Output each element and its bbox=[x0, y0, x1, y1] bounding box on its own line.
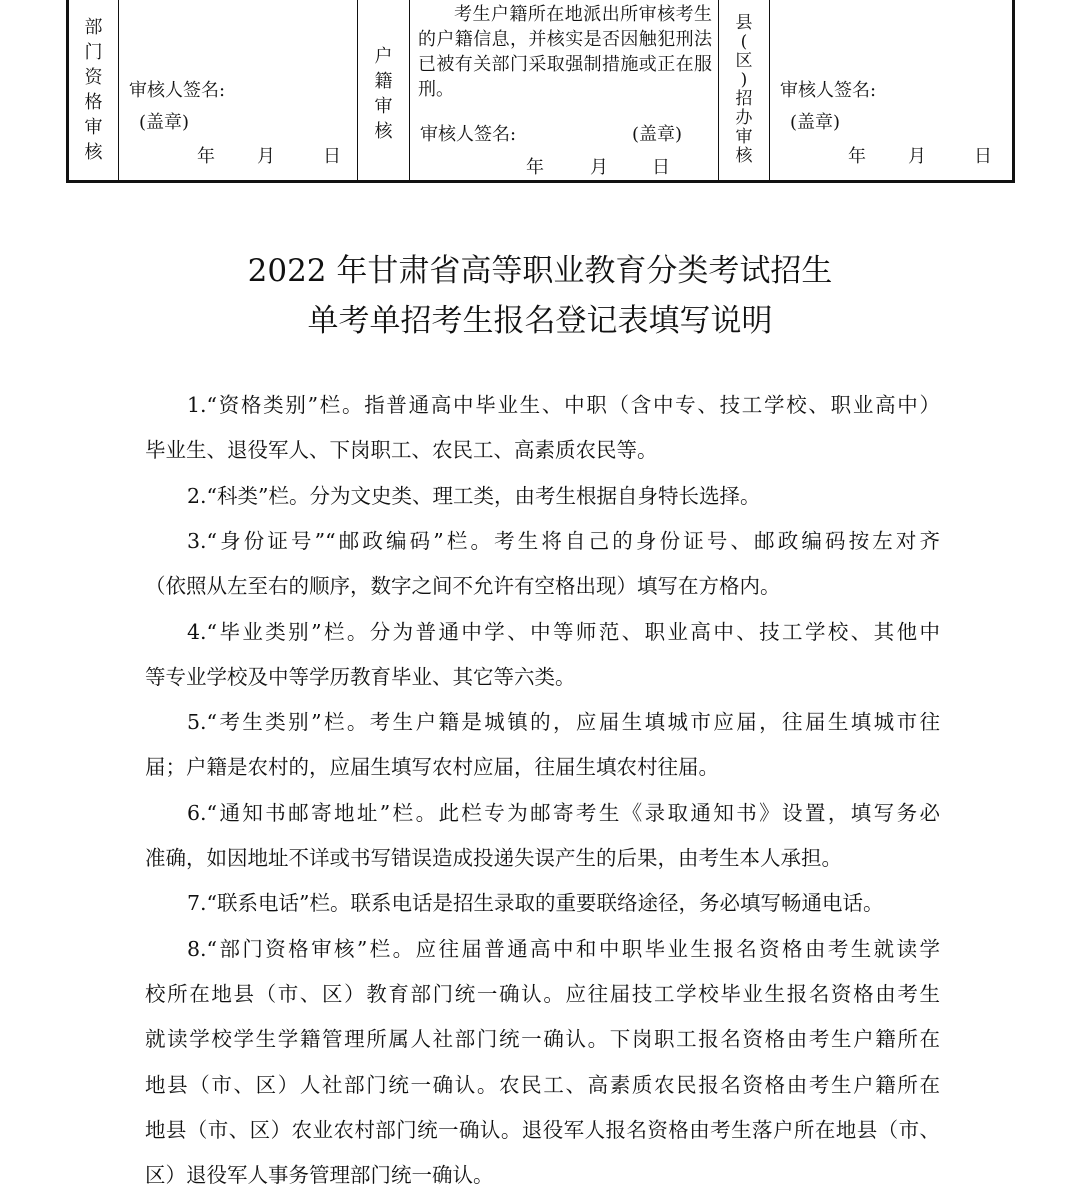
paragraph-line: 1.“资格类别”栏。指普通高中毕业生、中职（含中专、技工学校、职业高中） bbox=[187, 393, 940, 417]
label-char: 资 bbox=[84, 67, 103, 88]
label-char: 核 bbox=[735, 146, 753, 166]
label-char: 核 bbox=[374, 121, 393, 142]
paragraph-line: 就读学校学生学籍管理所属人社部门统一确认。下岗职工报名资格由考生户籍所在 bbox=[145, 1027, 940, 1052]
signer-label: 审核人签名: bbox=[780, 80, 877, 101]
seal-label: (盖章) bbox=[790, 112, 841, 133]
paragraph-line: 2.“科类”栏。分为文史类、理工类，由考生根据自身特长选择。 bbox=[187, 483, 761, 508]
paragraph-line: 5.“考生类别”栏。考生户籍是城镇的，应届生填城市应届，往届生填城市往 bbox=[187, 710, 940, 735]
label-char: 部 bbox=[84, 17, 103, 38]
dept-review-label bbox=[69, 0, 119, 180]
paragraph-line: 毕业生、退役军人、下岗职工、农民工、高素质农民等。 bbox=[145, 438, 658, 463]
label-char: 籍 bbox=[374, 71, 393, 92]
month-label: 月 bbox=[908, 146, 926, 167]
label-char: 审 bbox=[374, 96, 393, 117]
county-review-cell bbox=[770, 0, 1012, 180]
paragraph-line: 地县（市、区）人社部门统一确认。农民工、高素质农民报名资格由考生户籍所在 bbox=[145, 1072, 940, 1097]
day-label: 日 bbox=[652, 157, 670, 178]
paragraph-line: （依照从左至右的顺序，数字之间不允许有空格出现）填写在方格内。 bbox=[145, 574, 781, 599]
label-char: 县 bbox=[735, 13, 753, 33]
seal-label: (盖章) bbox=[139, 112, 190, 133]
label-char: 审 bbox=[735, 127, 753, 147]
label-char: 招 bbox=[735, 89, 753, 109]
page-title-line-2: 单考单招考生报名登记表填写说明 bbox=[307, 303, 773, 339]
paragraph-line: 届；户籍是农村的，应届生填写农村应届，往届生填农村往届。 bbox=[145, 755, 719, 780]
day-label: 日 bbox=[323, 146, 341, 167]
paragraph-line: 7.“联系电话”栏。联系电话是招生录取的重要联络途径，务必填写畅通电话。 bbox=[187, 891, 884, 916]
paragraph-line: 8.“部门资格审核”栏。应往届普通高中和中职毕业生报名资格由考生就读学 bbox=[187, 936, 940, 961]
household-review-label bbox=[358, 0, 410, 180]
signer-label: 审核人签名: bbox=[129, 80, 226, 101]
seal-label: (盖章) bbox=[632, 124, 683, 145]
paragraph-line: 区）退役军人事务管理部门统一确认。 bbox=[145, 1163, 494, 1188]
household-review-note: 考生户籍所在地派出所审核考生的户籍信息，并核实是否因触犯刑法已被有关部门采取强制措施或正在服刑。 bbox=[418, 4, 712, 100]
label-char: 户 bbox=[374, 46, 393, 67]
year-label: 年 bbox=[526, 157, 544, 178]
label-char: 办 bbox=[735, 108, 753, 128]
label-char: 格 bbox=[84, 92, 103, 113]
label-char: ( bbox=[740, 32, 748, 52]
review-table bbox=[66, 0, 1015, 183]
household-review-cell bbox=[410, 0, 719, 180]
paragraph-line: 3.“身份证号”“邮政编码”栏。考生将自己的身份证号、邮政编码按左对齐 bbox=[187, 528, 940, 553]
month-label: 月 bbox=[590, 157, 608, 178]
month-label: 月 bbox=[257, 146, 275, 167]
paragraph-line: 准确，如因地址不详或书写错误造成投递失误产生的后果，由考生本人承担。 bbox=[145, 846, 842, 870]
label-char: 门 bbox=[84, 42, 103, 63]
year-label: 年 bbox=[848, 146, 866, 167]
label-char: 区 bbox=[735, 51, 753, 71]
label-char: 审 bbox=[84, 117, 103, 138]
paragraph-line: 等专业学校及中等学历教育毕业、其它等六类。 bbox=[145, 664, 576, 689]
paragraph-line: 6.“通知书邮寄地址”栏。此栏专为邮寄考生《录取通知书》设置，填写务必 bbox=[187, 800, 940, 825]
paragraph-line: 校所在地县（市、区）教育部门统一确认。应往届技工学校毕业生报名资格由考生 bbox=[145, 981, 940, 1006]
county-review-label bbox=[719, 0, 770, 180]
signer-label: 审核人签名: bbox=[420, 124, 517, 145]
year-label: 年 bbox=[197, 146, 215, 167]
dept-review-cell bbox=[119, 0, 358, 180]
label-char: 核 bbox=[84, 142, 103, 163]
day-label: 日 bbox=[974, 146, 992, 167]
page-title-line-1: 2022 年甘肃省高等职业教育分类考试招生 bbox=[247, 253, 833, 289]
paragraph-line: 4.“毕业类别”栏。分为普通中学、中等师范、职业高中、技工学校、其他中 bbox=[187, 619, 940, 644]
paragraph-line: 地县（市、区）农业农村部门统一确认。退役军人报名资格由考生落户所在地县（市、 bbox=[145, 1117, 940, 1142]
label-char: ) bbox=[740, 70, 748, 90]
